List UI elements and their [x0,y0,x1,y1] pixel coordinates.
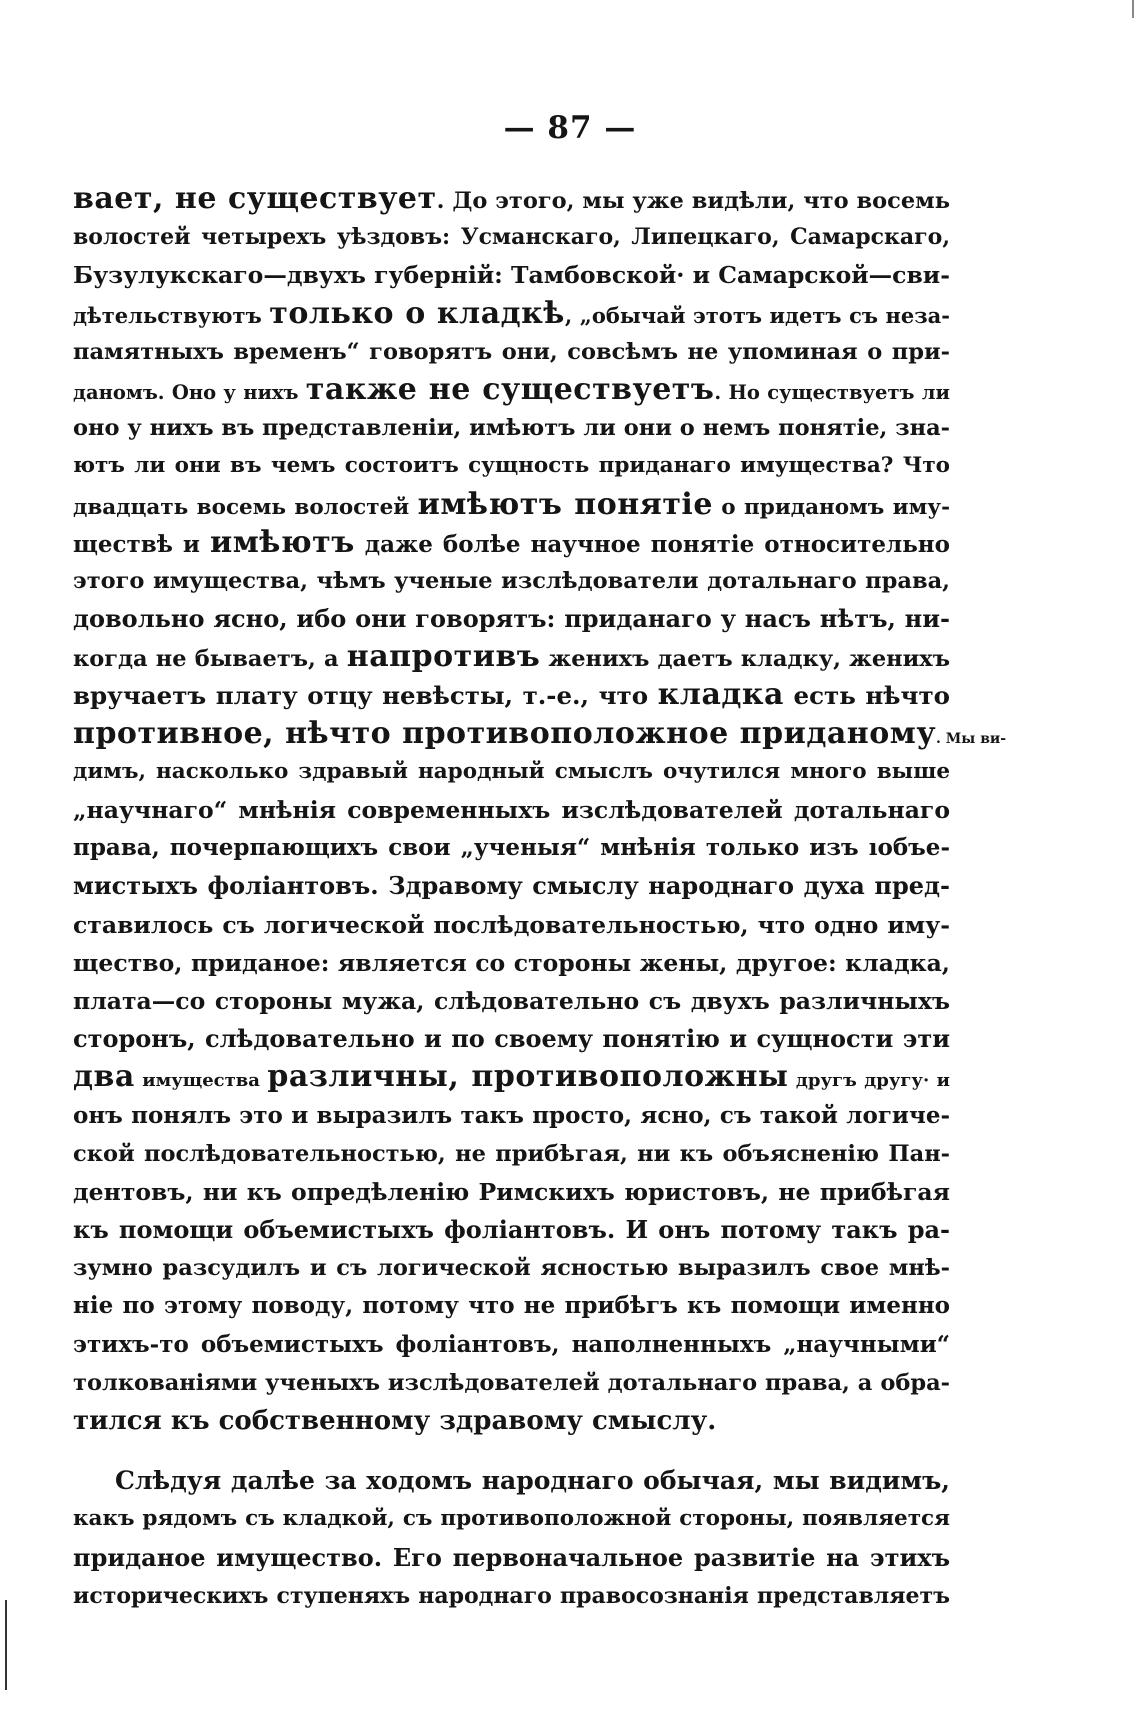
text-line: волостей четырехъ уѣздовъ: Усманскаго, Липецкаго, Самарскаго, [73,224,950,251]
text-line: ставилось съ логической послѣдовательностью, что одно иму- [73,910,950,939]
text-line: оно у нихъ въ представленіи, имѣютъ ли они о немъ понятіе, зна- [73,415,950,442]
text-line: даномъ. Оно у нихъ также не существуетъ. Но существуетъ ли [73,371,950,407]
body-text [73,180,1007,1615]
spaced-emphasis: вает, не существует [73,181,437,216]
text-line: ніе по этому поводу, потому что не прибѣгъ къ помощи именно [73,1292,950,1320]
spaced-emphasis: противное, нѣчто противоположное приданому [73,715,937,751]
spaced-emphasis: также не существуетъ [305,371,715,407]
text-line: плата—со стороны мужа, слѣдовательно съ двухъ различныхъ [73,986,950,1015]
spaced-emphasis: напротивъ [346,639,541,675]
text-line: ютъ ли они въ чемъ состоитъ сущность приданаго имущества? Что [73,453,950,479]
text-line: вручаетъ плату отцу невѣсты, т.-е., что кладка есть нѣчто [73,677,950,713]
text-line: какъ рядомъ съ кладкой, съ противоположной стороны, появляется [73,1506,950,1532]
text-line: щество, приданое: является со стороны жены, другое: кладка, [73,948,950,977]
text-line: этихъ-то объемистыхъ фоліантовъ, наполненныхъ „научными“ [73,1330,950,1358]
spaced-emphasis: кладка [657,677,784,713]
text-line: дентовъ, ни къ опредѣленію Римскихъ юристовъ, не прибѣгая [73,1177,950,1206]
text-line: права, почерпающихъ свои „ученыя“ мнѣнія только изъ ıобъе- [73,834,950,862]
text-line: этого имущества, чѣмъ ученые изслѣдователи дотальнаго права, [73,567,950,594]
text-line: Бузулукскаго—двухъ губерній: Тамбовской· и Самарской—сви- [73,261,950,290]
text-line: довольно ясно, ибо они говорятъ: приданаго у насъ нѣтъ, ни- [73,604,950,634]
text-line: толкованіями ученыхъ изслѣдователей дотальнаго права, а обра- [73,1369,950,1396]
text-line: мистыхъ фоліантовъ. Здравому смыслу народнаго духа пред- [73,871,950,901]
text-line: приданое имущество. Его первоначальное развитіе на этихъ [73,1542,950,1572]
text-line: дѣтельствуютъ только о кладкѣ, „обычай этотъ идетъ съ неза- [73,295,950,331]
scan-margin-line [5,1600,7,1690]
spaced-emphasis: имѣютъ [209,524,355,560]
text-line: ской послѣдовательностью, не прибѣгая, ни къ объясненію Пан- [73,1140,950,1167]
text-line: димъ, насколько здравый народный смыслъ очутился много выше [73,758,950,784]
text-line: „научнаго“ мнѣнія современныхъ изслѣдователей дотальнаго [73,796,950,824]
spaced-emphasis: имѣютъ понятіе [417,486,713,522]
scan-edge-mark [1132,0,1134,18]
text-line: противное, нѣчто противоположное приданому. Мы ви- [73,715,1007,751]
text-line: когда не бываетъ, а напротивъ женихъ даетъ кладку, женихъ [73,639,950,675]
spaced-emphasis: два [73,1059,135,1095]
text-line: зумно разсудилъ и съ логической ясностью выразилъ свое мнѣ- [73,1255,950,1282]
text-line: памятныхъ временъ“ говорятъ они, совсѣмъ не упоминая о при- [73,338,950,365]
text-line: онъ понялъ это и выразилъ такъ просто, ясно, съ такой логиче- [73,1101,950,1129]
text-line: ществѣ и имѣютъ даже болѣе научное понятіе относительно [73,524,950,560]
spaced-emphasis: только о кладкѣ [269,295,565,331]
page-number: — 87 — [503,110,637,146]
text-line: къ помощи объемистыхъ фоліантовъ. И онъ потому такъ ра- [73,1215,950,1245]
paragraph-break [73,1440,950,1462]
text-line: сторонъ, слѣдовательно и по своему понятію и сущности эти [73,1024,950,1054]
text-line: два имущества различны, противоположны другъ другу· и [73,1059,950,1095]
text-line: историческихъ ступеняхъ народнаго правосознанія представляетъ [73,1582,950,1609]
text-line: двадцать восемь волостей имѣютъ понятіе о приданомъ иму- [73,486,950,522]
text-line: вает, не существует. До этого, мы уже видѣли, что восемь [73,181,950,216]
spaced-emphasis: различны, противоположны [267,1059,789,1095]
text-line: тился къ собственному здравому смыслу. [73,1406,717,1436]
text-line: Слѣдуя далѣе за ходомъ народнаго обычая, мы видимъ, [115,1466,950,1496]
